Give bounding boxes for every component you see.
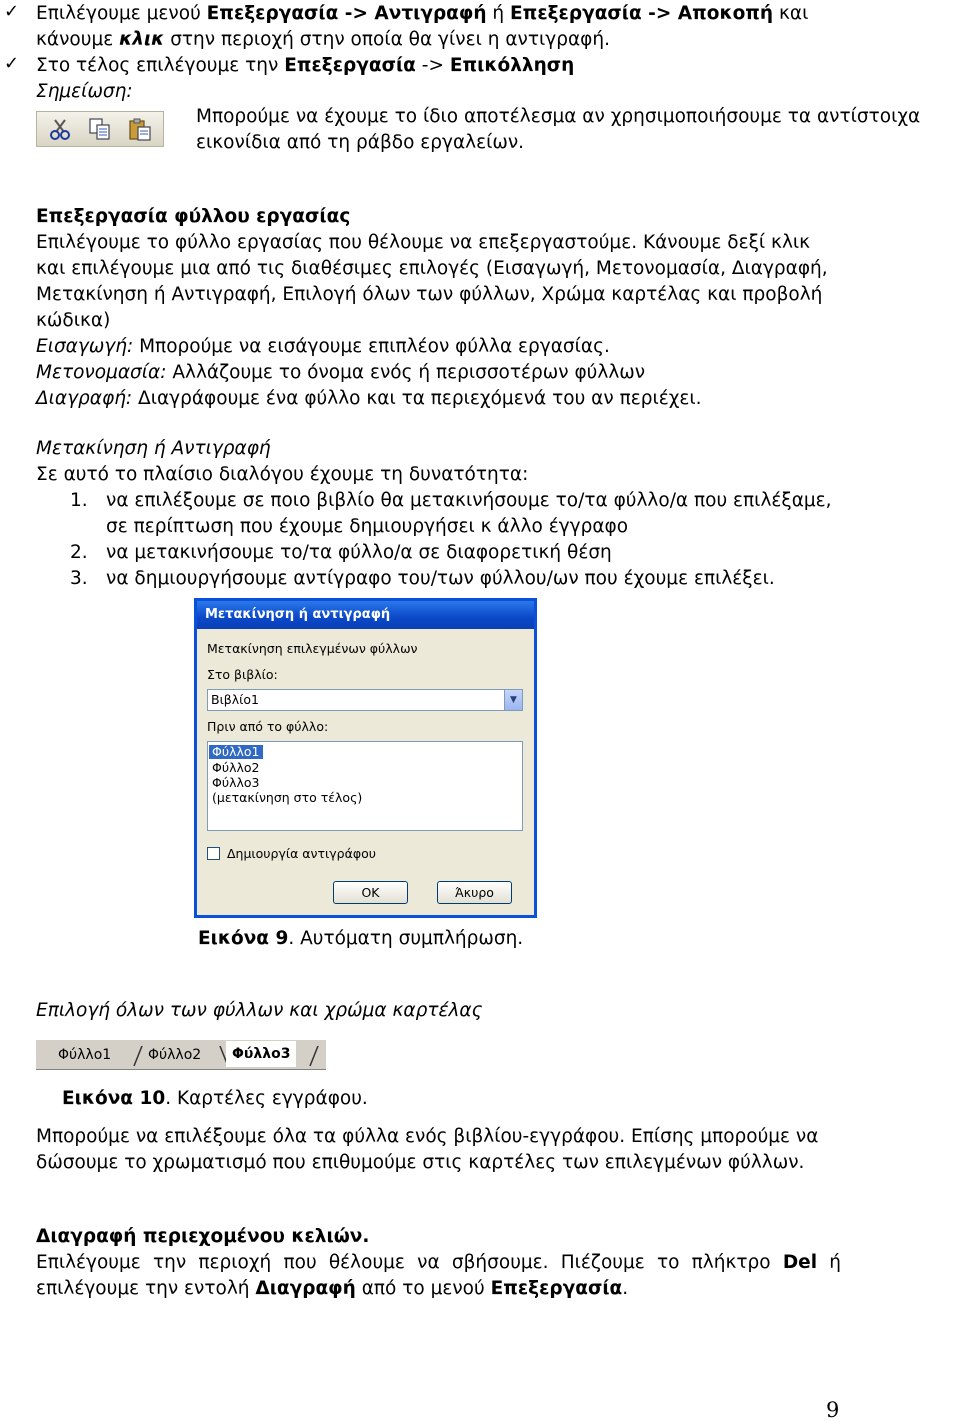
cancel-button[interactable]: Άκυρο <box>437 881 512 904</box>
move-copy-dialog <box>194 598 537 918</box>
menu-path: Επικόλληση <box>449 55 575 76</box>
text: . <box>622 1278 629 1299</box>
insert-definition <box>36 334 610 360</box>
delete-definition <box>36 386 702 412</box>
list-item[interactable]: (μετακίνηση στο τέλος) <box>212 790 363 805</box>
check-icon: ✓ <box>4 1 20 22</box>
rename-definition <box>36 360 645 386</box>
paragraph-line: δώσουμε το χρωματισμό που επιθυμούμε στις καρτέλες των επιλεγμένων φύλλων. <box>36 1152 805 1173</box>
text: κάνουμε <box>36 29 120 50</box>
menu-path: Επεξεργασία -> Αποκοπή <box>510 3 774 24</box>
paragraph-line <box>36 1250 841 1276</box>
list-item[interactable]: Φύλλο1 <box>209 745 263 759</box>
chevron-down-icon[interactable]: ▼ <box>504 690 522 710</box>
text: Επιλέγουμε μενού <box>36 3 207 24</box>
note-label: Σημείωση: <box>36 81 133 102</box>
section-heading: Επεξεργασία φύλλου εργασίας <box>36 206 351 227</box>
paste-icon <box>127 117 153 141</box>
text: ή <box>817 1252 842 1273</box>
menu-name: Επεξεργασία <box>490 1278 623 1299</box>
bullet-1-line-1 <box>36 1 808 27</box>
ok-button[interactable]: OK <box>333 881 408 904</box>
bullet-2-line-1 <box>36 53 574 79</box>
book-select-value: Βιβλίο1 <box>211 692 260 707</box>
sheet-tabs <box>36 1040 326 1070</box>
text: Στο τέλος επιλέγουμε την <box>36 55 285 76</box>
text: επιλέγουμε την εντολή <box>36 1278 256 1299</box>
term: Μετονομασία: <box>36 362 167 383</box>
text: -> <box>415 55 450 76</box>
definition: Διαγράφουμε ένα φύλλο και τα περιεχόμενά του αν περιέχει. <box>132 388 702 409</box>
text: από το μενού <box>355 1278 491 1299</box>
text: και <box>773 3 809 24</box>
menu-path: Επεξεργασία -> Αντιγραφή <box>206 3 487 24</box>
note-text-line-1: Μπορούμε να έχουμε το ίδιο αποτέλεσμα αν χρησιμοποιήσουμε τα αντίστοιχα <box>196 106 921 127</box>
definition: Μπορούμε να εισάγουμε επιπλέον φύλλα εργασίας. <box>133 336 610 357</box>
list-item: να δημιουργήσουμε αντίγραφο του/των φύλλου/ων που έχουμε επιλέξει. <box>106 568 775 589</box>
before-sheet-label: Πριν από το φύλλο: <box>207 719 329 734</box>
caption-label: Εικόνα 10 <box>62 1088 166 1109</box>
copy-checkbox-label: Δημιουργία αντιγράφου <box>227 846 376 861</box>
book-label: Στο βιβλίο: <box>207 667 278 682</box>
tab-sheet3[interactable]: Φύλλο3 <box>226 1041 296 1067</box>
move-label: Μετακίνηση επιλεγμένων φύλλων <box>207 641 418 656</box>
term: Διαγραφή: <box>36 388 133 409</box>
text: ή <box>486 3 511 24</box>
paragraph-line <box>36 1276 628 1302</box>
tab-sheet1[interactable]: Φύλλο1 <box>58 1047 112 1063</box>
paragraph-line: Μπορούμε να επιλέξουμε όλα τα φύλλα ενός βιβλίου-εγγράφου. Επίσης μπορούμε να <box>36 1126 819 1147</box>
caption-text: . Αυτόματη συμπλήρωση. <box>288 928 524 949</box>
menu-path: Επεξεργασία <box>284 55 416 76</box>
page-number: 9 <box>826 1398 840 1422</box>
list-item: σε περίπτωση που έχουμε δημιουργήσει κ άλλο έγγραφο <box>106 516 629 537</box>
key-name: Del <box>782 1252 818 1273</box>
list-number: 1. <box>70 490 88 511</box>
list-item[interactable]: Φύλλο2 <box>212 760 260 775</box>
copy-checkbox[interactable] <box>207 847 220 860</box>
copy-icon <box>87 117 113 141</box>
term: Εισαγωγή: <box>36 336 134 357</box>
caption-text: . Καρτέλες εγγράφου. <box>165 1088 368 1109</box>
figure-caption <box>198 926 523 952</box>
bullet-1-line-2 <box>36 27 610 53</box>
scissors-icon <box>47 117 73 141</box>
emphasis: κλικ <box>119 29 165 50</box>
text: Επιλέγουμε την περιοχή που θέλουμε να σβήσουμε. Πιέζουμε το πλήκτρο <box>36 1252 783 1273</box>
list-item[interactable]: Φύλλο3 <box>212 775 260 790</box>
paragraph-line: Μετακίνηση ή Αντιγραφή, Επιλογή όλων των φύλλων, Χρώμα καρτέλας και προβολή <box>36 284 823 305</box>
figure-caption <box>62 1086 368 1112</box>
tab-sheet2[interactable]: Φύλλο2 <box>148 1047 202 1063</box>
caption-label: Εικόνα 9 <box>198 928 289 949</box>
paragraph-line: και επιλέγουμε μια από τις διαθέσιμες επιλογές (Εισαγωγή, Μετονομασία, Διαγραφή, <box>36 258 828 279</box>
paragraph-line: κώδικα) <box>36 310 111 331</box>
dialog-title: Μετακίνηση ή αντιγραφή <box>197 601 534 629</box>
paragraph-line: Σε αυτό το πλαίσιο διαλόγου έχουμε τη δυνατότητα: <box>36 464 529 485</box>
sheet-listbox[interactable] <box>207 741 523 831</box>
command-name: Διαγραφή <box>255 1278 356 1299</box>
list-number: 2. <box>70 542 88 563</box>
section-heading: Επιλογή όλων των φύλλων και χρώμα καρτέλας <box>36 1000 483 1021</box>
check-icon: ✓ <box>4 53 20 74</box>
list-item: να επιλέξουμε σε ποιο βιβλίο θα μετακινήσουμε το/τα φύλλο/α που επιλέξαμε, <box>106 490 832 511</box>
paragraph-line: Επιλέγουμε το φύλλο εργασίας που θέλουμε να επεξεργαστούμε. Κάνουμε δεξί κλικ <box>36 232 811 253</box>
toolbar-icons <box>36 111 164 147</box>
list-item: να μετακινήσουμε το/τα φύλλο/α σε διαφορετική θέση <box>106 542 612 563</box>
definition: Αλλάζουμε το όνομα ενός ή περισσοτέρων φύλλων <box>166 362 646 383</box>
book-select[interactable] <box>207 689 523 711</box>
section-heading: Μετακίνηση ή Αντιγραφή <box>36 438 271 459</box>
section-heading: Διαγραφή περιεχομένου κελιών. <box>36 1226 370 1247</box>
text: στην περιοχή στην οποία θα γίνει η αντιγραφή. <box>164 29 610 50</box>
note-text-line-2: εικονίδια από τη ράβδο εργαλείων. <box>196 132 525 153</box>
list-number: 3. <box>70 568 88 589</box>
